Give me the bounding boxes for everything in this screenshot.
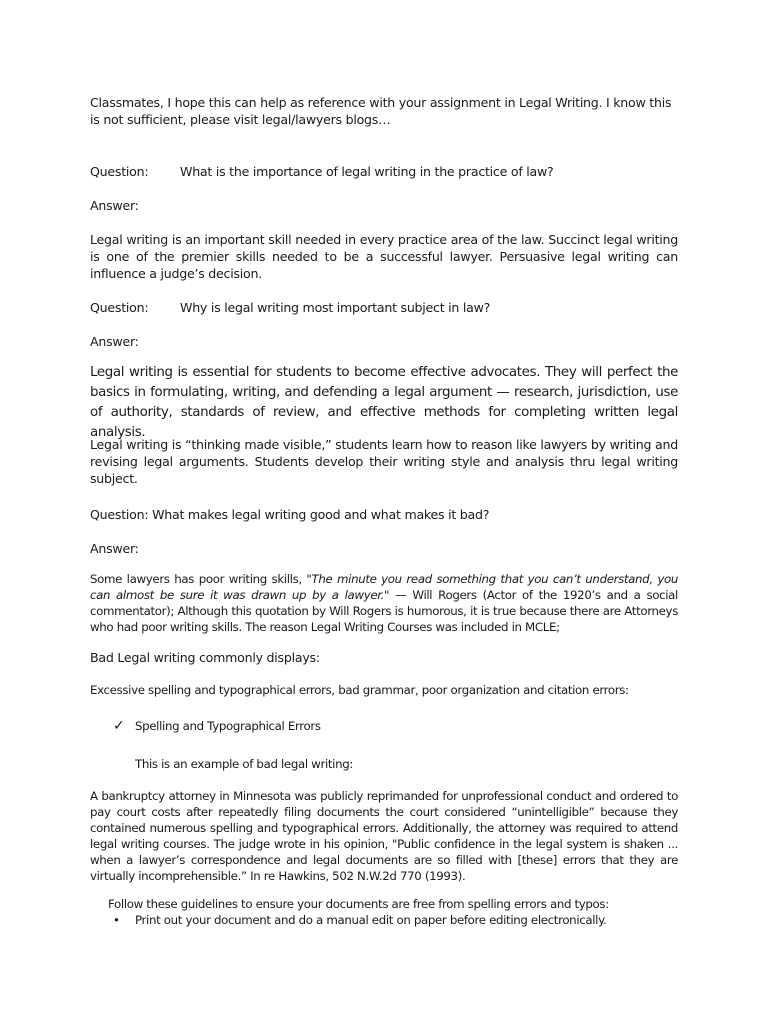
question-2-label: Question: [90,300,149,315]
guideline-text: Print out your document and do a manual edit on paper before editing electronically. [135,913,607,927]
checkmark-icon: ✓ [113,718,125,734]
question-1-label: Question: [90,164,149,179]
answer-1-text: Legal writing is an important skill needed in every practice area of the law. Succinct legal writing is one of the premier skills needed to be a successful lawyer. Persuasive legal writing can influence a judge’s decision. [90,232,678,281]
answer-1-label: Answer: [90,198,139,213]
answer-3-post: — Will Rogers (Actor of the 1920’s and a social commentator); Although this quotation by Will Rogers is humorous, it is true because there are Attorneys who had poor writing skills. The reason Legal Writing Courses was included in MCLE; [90,588,678,634]
bullet-icon: • [113,913,120,927]
question-2 [90,299,678,316]
example-paragraph: A bankruptcy attorney in Minnesota was publicly reprimanded for unprofessional conduct and ordered to pay court costs after repeatedly filing documents the court considered “unintelligible” because they contained numerous spelling and typographical errors. Additionally, the attorney was required to attend legal writing courses. The judge wrote in his opinion, "Public confidence in the legal system is shaken ... when a lawyer’s correspondence and legal documents are so filled with [these] errors that they are virtually incomprehensible.” In re Hawkins, 502 N.W.2d 770 (1993). [90,789,678,883]
guidelines-intro: Follow these guidelines to ensure your documents are free from spelling errors and typos: [108,897,609,911]
question-1 [90,163,678,180]
answer-3-text [90,571,678,635]
bad-writing-heading: Bad Legal writing commonly displays: [90,650,320,665]
check-item-text: Spelling and Typographical Errors [135,719,321,733]
answer-2-paragraph-2: Legal writing is “thinking made visible,” students learn how to reason like lawyers by writing and revising legal arguments. Students develop their writing style and analysis thru legal writing subject. [90,437,678,486]
guideline-item [113,912,606,928]
will-rogers-quote: "The minute you read something that you can’t understand, you can almost be sure it was drawn up by a lawyer." [90,572,678,602]
question-3: Question: What makes legal writing good and what makes it bad? [90,507,490,522]
intro-paragraph: Classmates, I hope this can help as reference with your assignment in Legal Writing. I know this is not sufficient, please visit legal/lawyers blogs… [90,95,672,127]
answer-2-label: Answer: [90,334,139,349]
question-2-text: Why is legal writing most important subject in law? [180,300,491,315]
question-1-text: What is the importance of legal writing in the practice of law? [180,164,554,179]
bad-writing-list: Excessive spelling and typographical errors, bad grammar, poor organization and citation errors: [90,683,629,697]
example-intro: This is an example of bad legal writing: [135,757,353,771]
answer-3-pre: Some lawyers has poor writing skills, [90,572,307,586]
answer-2-paragraph-1: Legal writing is essential for students to become effective advocates. They will perfect the basics in formulating, writing, and defending a legal argument — research, jurisdiction, use of authority, standards of review, and effective methods for completing written legal analysis. [90,365,678,440]
check-list-item [113,718,321,734]
answer-3-label: Answer: [90,541,139,556]
